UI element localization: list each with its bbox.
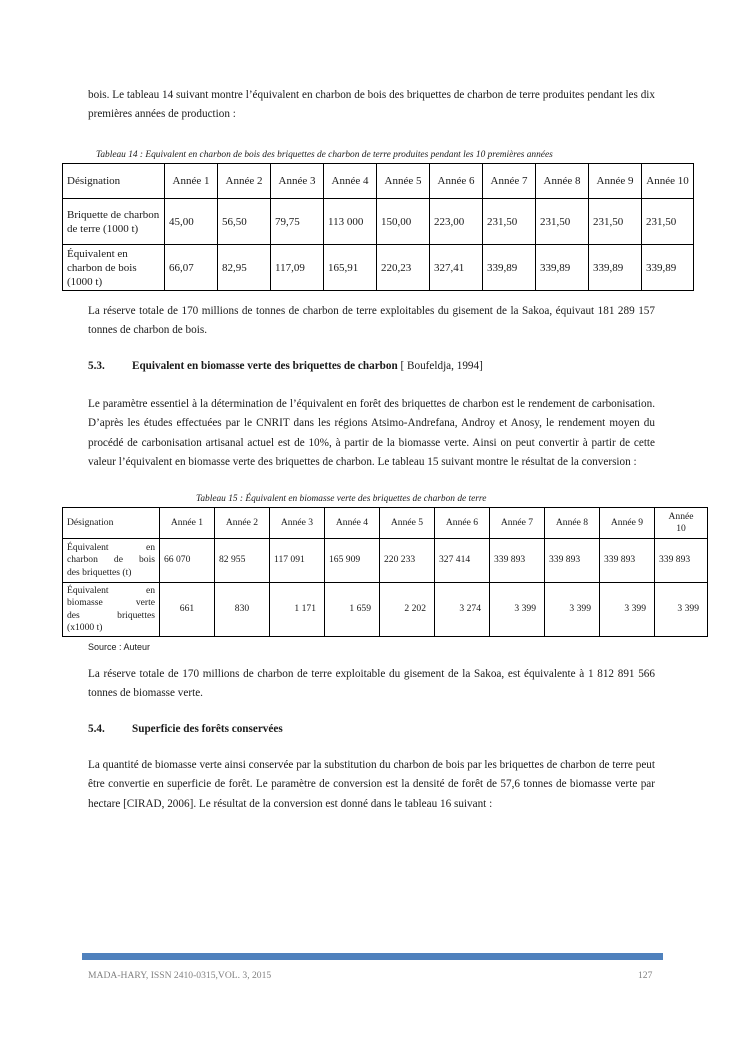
table15-cell: 3 399 xyxy=(490,583,545,637)
label-line: des briquettes (t) xyxy=(67,566,132,578)
table14-year-header: Année 8 xyxy=(536,164,589,199)
table15 xyxy=(62,507,708,637)
label-line: des briquettes xyxy=(67,609,155,621)
table15-cell: 830 xyxy=(215,583,270,637)
table15-cell: 1 171 xyxy=(270,583,325,637)
table14-cell: 220,23 xyxy=(377,245,430,291)
intro-paragraph: bois. Le tableau 14 suivant montre l’équivalent en charbon de bois des briquettes de charbon de terre produites pendant les dix premières années de production : xyxy=(88,89,655,121)
table15-cell: 3 399 xyxy=(600,583,655,637)
section-5-4-paragraph: La quantité de biomasse verte ainsi conservée par la substitution du charbon de bois par les briquettes de charbon de terre peut être convertie en superficie de forêt. Le paramètre de conversion est la densité de forêt de 57,6 tonnes de biomasse verte par hectare [CIRAD, 2006]. Le résultat de la conversion est donné dans le tableau 16 suivant : xyxy=(88,759,655,810)
table14-cell: 231,50 xyxy=(589,199,642,245)
table15-cell: 220 233 xyxy=(380,539,435,583)
table15-row-label xyxy=(63,583,160,637)
section-number: 5.3. xyxy=(88,360,105,372)
table15-cell: 165 909 xyxy=(325,539,380,583)
table14-cell: 339,89 xyxy=(642,245,694,291)
table15-header-row xyxy=(63,508,708,539)
section-5-3-paragraph: Le paramètre essentiel à la détermination de l’équivalent en forêt des briquettes de charbon est le rendement de carbonisation. D’après les études effectuées par le CNRIT dans les régions Atsimo-Andrefana, Androy et Anosy, le rendement moyen du procédé de carbonisation artisanal actuel est de 10%, à partir de la biomasse verte. Ainsi on peut convertir à partir de cette valeur l’équivalent en biomasse verte des briquettes de charbon. Le tableau 15 suivant montre le résultat de la conversion : xyxy=(88,398,655,469)
table14-year-header: Année 1 xyxy=(165,164,218,199)
table15-year-header: Année 3 xyxy=(270,508,325,539)
table-row xyxy=(63,539,708,583)
table14-cell: 117,09 xyxy=(271,245,324,291)
table14-cell: 231,50 xyxy=(483,199,536,245)
table15-cell: 339 893 xyxy=(655,539,708,583)
table15-year-header: Année 1 xyxy=(160,508,215,539)
table14-cell: 45,00 xyxy=(165,199,218,245)
table14-row-label: Équivalent en charbon de bois (1000 t) xyxy=(63,245,165,291)
table15-cell: 3 274 xyxy=(435,583,490,637)
table14-cell: 113 000 xyxy=(324,199,377,245)
section-number: 5.4. xyxy=(88,723,105,735)
table15-year-header: Année 2 xyxy=(215,508,270,539)
table14-cell: 56,50 xyxy=(218,199,271,245)
table14-year-header: Année 4 xyxy=(324,164,377,199)
label-line: Équivalent en xyxy=(67,585,155,597)
table15-cell: 66 070 xyxy=(160,539,215,583)
table14-year-header: Année 3 xyxy=(271,164,324,199)
label-line: biomasse verte xyxy=(67,597,155,609)
table15-cell: 82 955 xyxy=(215,539,270,583)
table14-designation-header: Désignation xyxy=(63,164,165,199)
table15-cell: 1 659 xyxy=(325,583,380,637)
table15-cell: 327 414 xyxy=(435,539,490,583)
table15-cell: 661 xyxy=(160,583,215,637)
table14-year-header: Année 10 xyxy=(642,164,694,199)
table15-year-header: Année 5 xyxy=(380,508,435,539)
table14-caption: Tableau 14 : Equivalent en charbon de bois des briquettes de charbon de terre produites pendant les 10 premières années xyxy=(96,150,553,160)
table14-header-row xyxy=(63,164,694,199)
table14 xyxy=(62,163,694,291)
table14-cell: 66,07 xyxy=(165,245,218,291)
page-number: 127 xyxy=(638,970,653,981)
table14-cell: 327,41 xyxy=(430,245,483,291)
section-title: Equivalent en biomasse verte des briquettes de charbon xyxy=(132,360,398,372)
table15-cell: 339 893 xyxy=(600,539,655,583)
table-row xyxy=(63,245,694,291)
label-line: Équivalent en xyxy=(67,542,155,554)
reserve-charbon-bois-paragraph: La réserve totale de 170 millions de tonnes de charbon de terre exploitables du gisement de la Sakoa, équivaut 181 289 157 tonnes de charbon de bois. xyxy=(88,305,655,337)
table14-cell: 223,00 xyxy=(430,199,483,245)
table14-cell: 339,89 xyxy=(536,245,589,291)
table14-cell: 339,89 xyxy=(589,245,642,291)
table15-caption: Tableau 15 : Équivalent en biomasse verte des briquettes de charbon de terre xyxy=(196,494,487,504)
table-row xyxy=(63,583,708,637)
section-5-4-heading xyxy=(88,721,283,737)
table15-year-header: Année 4 xyxy=(325,508,380,539)
table15-cell: 3 399 xyxy=(655,583,708,637)
table14-year-header: Année 5 xyxy=(377,164,430,199)
table15-cell: 2 202 xyxy=(380,583,435,637)
table15-row-label xyxy=(63,539,160,583)
footer-journal: MADA-HARY, ISSN 2410-0315,VOL. 3, 2015 xyxy=(88,970,272,981)
table14-cell: 231,50 xyxy=(536,199,589,245)
table14-row-label: Briquette de charbon de terre (1000 t) xyxy=(63,199,165,245)
table15-year-header: Année 8 xyxy=(545,508,600,539)
table15-year-header: Année 10 xyxy=(655,508,708,539)
table14-year-header: Année 9 xyxy=(589,164,642,199)
table15-designation-header: Désignation xyxy=(63,508,160,539)
table14-year-header: Année 2 xyxy=(218,164,271,199)
table14-cell: 339,89 xyxy=(483,245,536,291)
table15-cell: 117 091 xyxy=(270,539,325,583)
table14-year-header: Année 7 xyxy=(483,164,536,199)
footer-bar xyxy=(82,953,663,960)
label-line: charbon de bois xyxy=(67,554,155,566)
table14-cell: 231,50 xyxy=(642,199,694,245)
section-title: Superficie des forêts conservées xyxy=(132,723,283,735)
label-line: (x1000 t) xyxy=(67,621,103,633)
table15-cell: 339 893 xyxy=(545,539,600,583)
table-row xyxy=(63,199,694,245)
table15-source: Source : Auteur xyxy=(88,642,151,652)
reserve-biomasse-paragraph: La réserve totale de 170 millions de charbon de terre exploitable du gisement de la Sakoa, est équivalente à 1 812 891 566 tonnes de biomasse verte. xyxy=(88,668,655,700)
section-citation: [ Boufeldja, 1994] xyxy=(397,360,483,372)
table14-year-header: Année 6 xyxy=(430,164,483,199)
table15-year-header: Année 9 xyxy=(600,508,655,539)
table14-cell: 165,91 xyxy=(324,245,377,291)
table14-cell: 82,95 xyxy=(218,245,271,291)
table15-year-header: Année 6 xyxy=(435,508,490,539)
table14-cell: 79,75 xyxy=(271,199,324,245)
table15-year-header: Année 7 xyxy=(490,508,545,539)
table15-cell: 339 893 xyxy=(490,539,545,583)
table15-cell: 3 399 xyxy=(545,583,600,637)
table14-cell: 150,00 xyxy=(377,199,430,245)
section-5-3-heading xyxy=(88,358,483,374)
